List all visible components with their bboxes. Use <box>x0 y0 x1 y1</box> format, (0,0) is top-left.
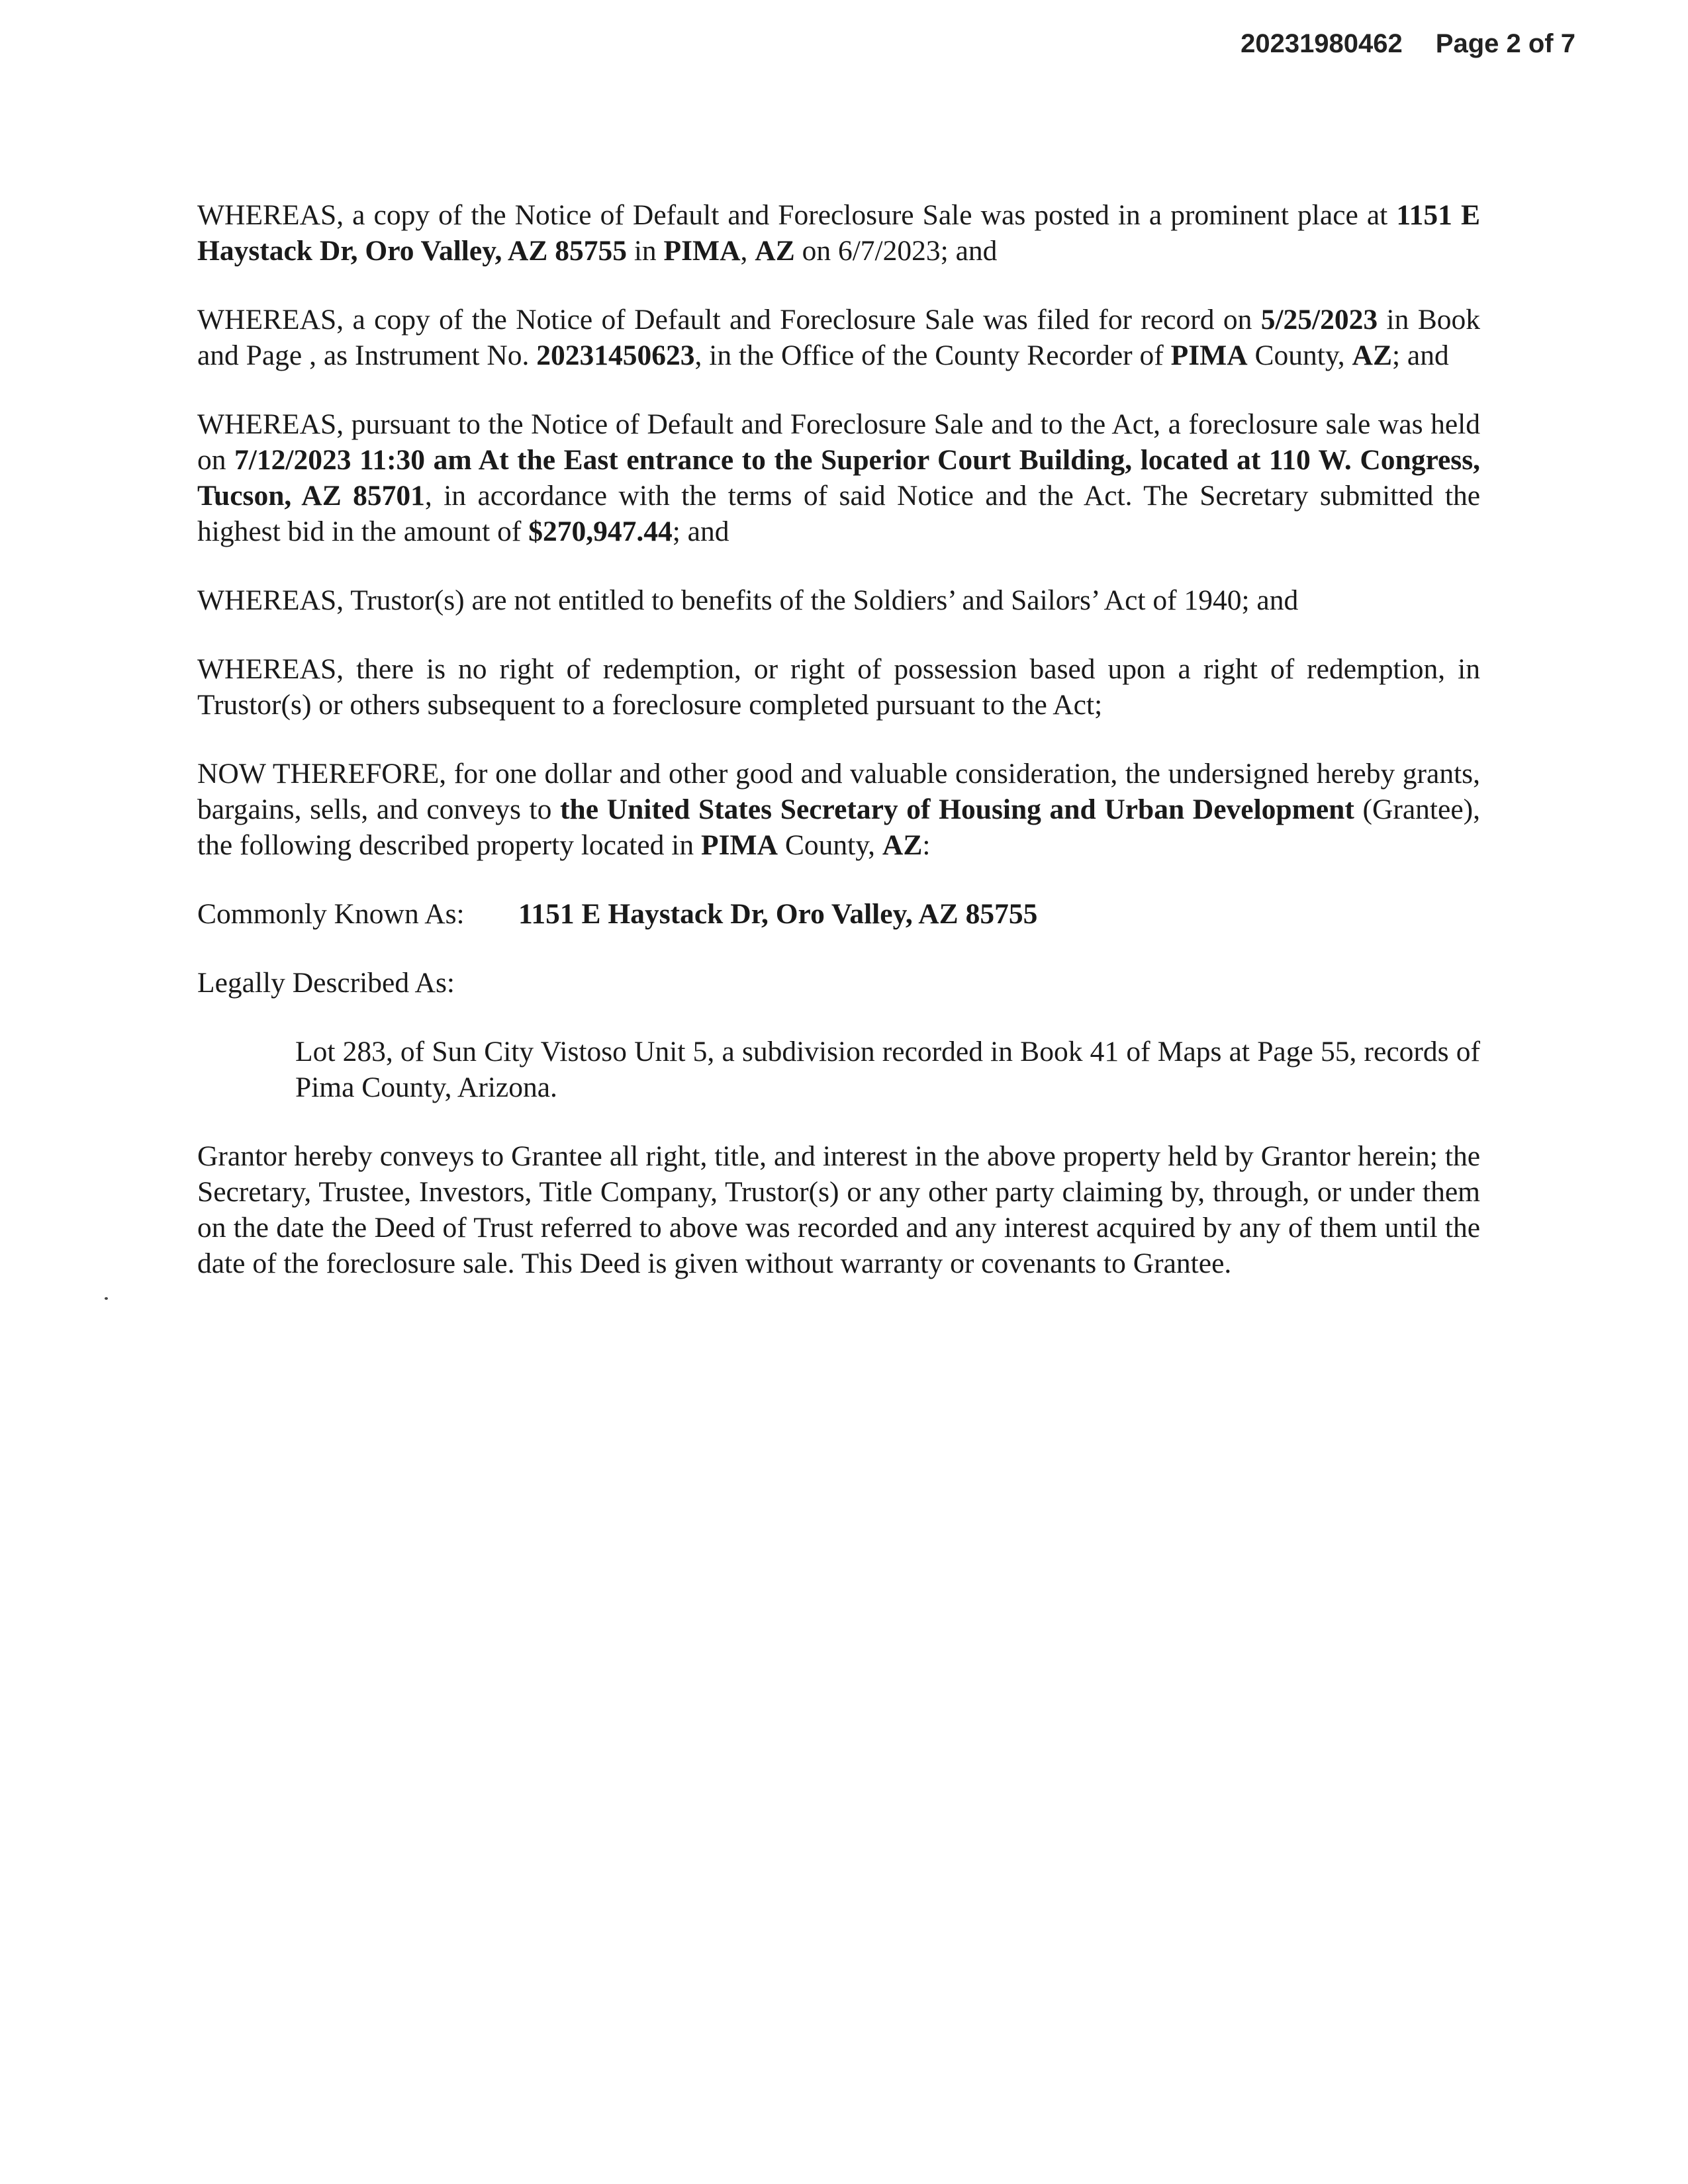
paragraph-grantor-conveys: Grantor hereby conveys to Grantee all right, title, and interest in the above property held by Grantor herein; the Secretary, Trustee, Investors, Title Company, Trustor(s) or any other party claiming by, through, or under them on the date the Deed of Trust referred to above was recorded and any interest acquired by any of them until the date of the foreclosure sale. This Deed is given without warranty or covenants to Grantee. <box>197 1140 1480 1279</box>
paragraph-notice-posted: WHEREAS, a copy of the Notice of Default and Foreclosure Sale was posted in a prominent place at 1151 E Haystack Dr, Oro Valley, AZ 85755 in PIMA, AZ on 6/7/2023; and <box>197 199 1480 267</box>
deed-body <box>197 197 1480 1314</box>
commonly-known-as <box>197 896 1480 932</box>
paragraph-conveyance: NOW THEREFORE, for one dollar and other good and valuable consideration, the undersigned hereby grants, bargains, sells, and conveys to the United States Secretary of Housing and Urban Development (Grantee), the following described property located in PIMA County, AZ: <box>197 758 1480 861</box>
paragraph-redemption: WHEREAS, there is no right of redemption, or right of possession based upon a right of redemption, in Trustor(s) or others subsequent to a foreclosure completed pursuant to the Act; <box>197 653 1480 721</box>
scan-mark <box>105 1297 108 1300</box>
commonly-known-address: 1151 E Haystack Dr, Oro Valley, AZ 85755 <box>518 898 1038 930</box>
paragraph-notice-filed: WHEREAS, a copy of the Notice of Default and Foreclosure Sale was filed for record on 5/25/2023 in Book and Page , as Instrument No. 20231450623, in the Office of the County Recorder of PIMA County, AZ; and <box>197 304 1480 371</box>
property-address: 1151 E Haystack Dr, Oro Valley, AZ 85755 <box>197 199 1480 267</box>
page-header <box>1241 29 1575 59</box>
county: PIMA <box>1170 340 1248 371</box>
grantee-name: the United States Secretary of Housing and Urban Development <box>560 794 1354 825</box>
county: PIMA <box>701 829 778 861</box>
notice-instrument-number: 20231450623 <box>536 340 695 371</box>
instrument-number: 20231980462 <box>1241 29 1403 58</box>
commonly-known-label: Commonly Known As: <box>197 898 465 930</box>
filing-date: 5/25/2023 <box>1260 304 1378 336</box>
state: AZ <box>882 829 923 861</box>
legally-described-label: Legally Described As: <box>197 967 455 999</box>
county: PIMA <box>663 235 741 267</box>
sale-date-location: 7/12/2023 11:30 am At the East entrance to the Superior Court Building, located at 110 W. Congress, Tucson, AZ 85701 <box>197 444 1481 512</box>
page-number: Page 2 of 7 <box>1435 29 1575 58</box>
paragraph-soldiers-act: WHEREAS, Trustor(s) are not entitled to benefits of the Soldiers’ and Sailors’ Act of 1940; and <box>197 584 1299 616</box>
bid-amount: $270,947.44 <box>528 516 673 547</box>
state: AZ <box>1352 340 1392 371</box>
state: AZ <box>755 235 795 267</box>
paragraph-foreclosure-sale: WHEREAS, pursuant to the Notice of Default and Foreclosure Sale and to the Act, a foreclosure sale was held on 7/12/2023 11:30 am At the East entrance to the Superior Court Building, located at 110 W. Congress, Tucson, AZ 85701, in accordance with the terms of said Notice and the Act. The Secretary submitted the highest bid in the amount of $270,947.44; and <box>197 408 1481 547</box>
legal-description: Lot 283, of Sun City Vistoso Unit 5, a subdivision recorded in Book 41 of Maps at Page 55, records of Pima County, Arizona. <box>295 1036 1480 1103</box>
